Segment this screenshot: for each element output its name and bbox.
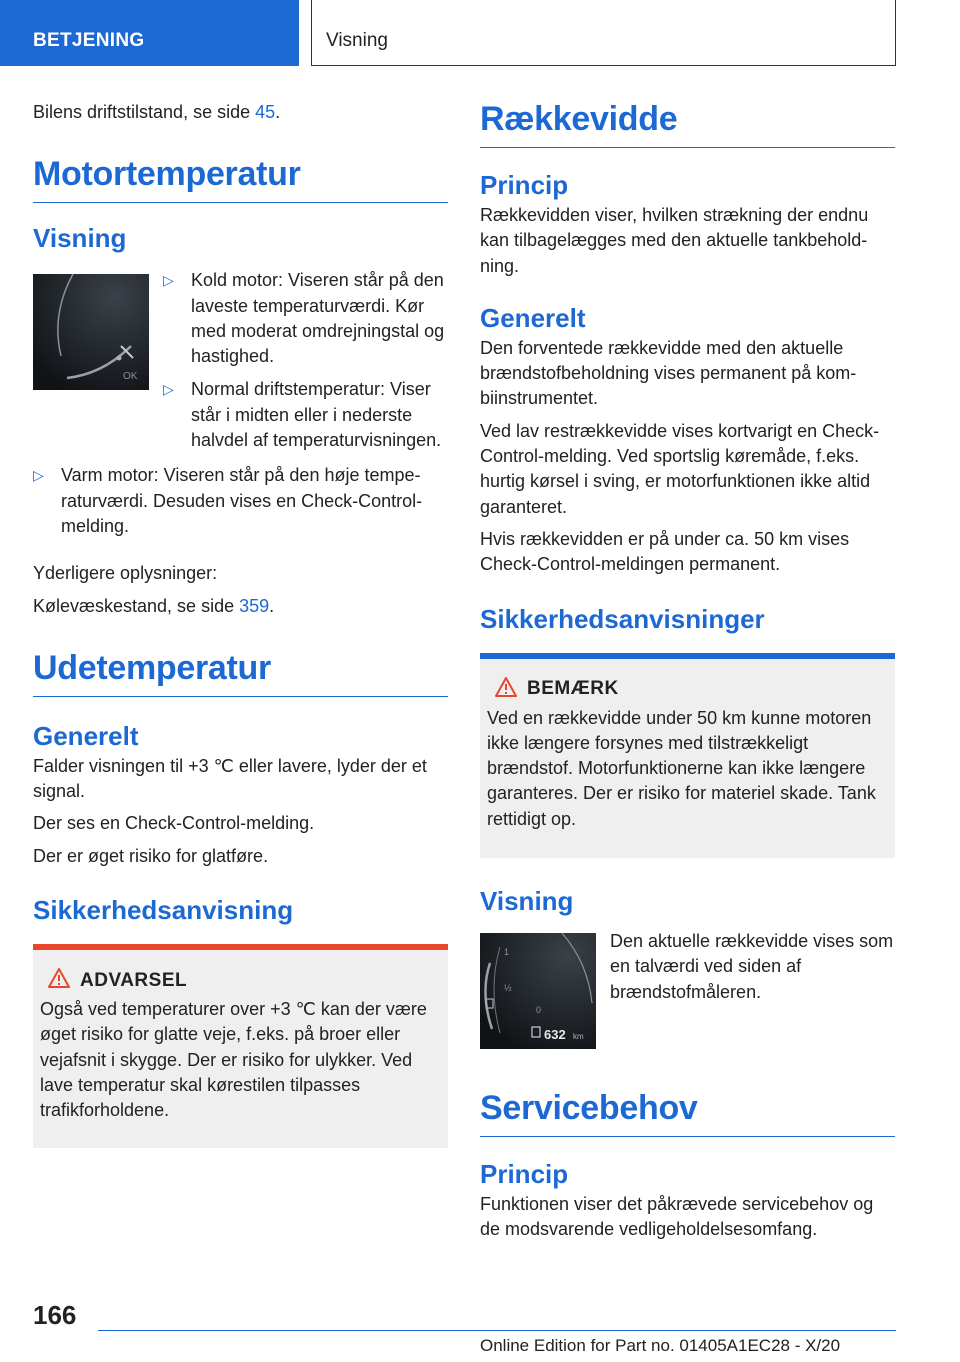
page-number: 166 <box>33 1300 77 1330</box>
range-value: 632 <box>544 1027 566 1043</box>
list-item: ▷ Kold motor: Viseren står på den laveste temperaturværdi. Kør med moderat omdrejningstal og hastighed. <box>163 270 445 367</box>
coolant-reference: Kølevæskestand, se side 359. <box>33 595 275 616</box>
warning-title: ADVARSEL <box>80 969 188 991</box>
motor-bullets-a <box>163 268 448 461</box>
gauge-tick-0: 0 <box>536 1005 542 1016</box>
heading-motortemperatur: Motortemperatur <box>33 155 448 203</box>
footer-divider <box>98 1330 896 1331</box>
motor-display-row <box>33 268 448 461</box>
triangle-bullet-icon: ▷ <box>33 467 44 484</box>
left-column <box>33 100 448 1148</box>
heading-servicebehov: Servicebehov <box>480 1089 895 1137</box>
heading-generelt-ude: Generelt <box>33 720 139 751</box>
intro-paragraph: Bilens driftstilstand, se side 45. <box>33 102 281 122</box>
gauge-tick-half: ½ <box>504 983 512 994</box>
warning-box <box>33 944 448 1147</box>
right-column <box>480 100 895 1250</box>
section-label: BETJENING <box>0 0 299 66</box>
gauge-ok-label: OK <box>123 371 138 383</box>
warning-triangle-icon <box>48 968 70 993</box>
list-item: ▷ Varm motor: Viseren står på den høje temperaturværdi. Desuden vises en Check-Control-melding. <box>33 465 423 536</box>
motor-bullets-b <box>33 463 448 539</box>
page-link-359[interactable]: 359 <box>239 595 270 616</box>
note-text: Ved en rækkevidde under 50 km kunne motoren ikke længere forsynes med tilstrækkeligt brændstof. Motorfunktionerne kan ikke længere garanteres. Der er risiko for materiel skade. Tank rettidigt op. <box>487 707 876 829</box>
ude-paragraph-1: Falder visningen til +3 ℃ eller lavere, lyder der et signal. <box>33 755 427 802</box>
heading-udetemperatur: Udetemperatur <box>33 649 448 697</box>
temperature-gauge-image <box>33 274 149 390</box>
range-princip-text: Rækkevidden viser, hvilken strækning der endnu kan tilbagelægges med den aktuelle tankbeholdning. <box>480 205 869 276</box>
warning-triangle-icon <box>495 677 517 702</box>
range-generelt-1: Den forventede rækkevidde med den aktuelle brændstofbeholdning vises permanent på kombiinstrumentet. <box>480 337 857 409</box>
list-item: ▷ Normal driftstemperatur: Viser står i midten eller i nederste halvdel af temperaturvisningen. <box>163 379 442 451</box>
range-generelt-3: Hvis rækkevidden er på under ca. 50 km vises Check-Control-meldingen permanent. <box>480 528 850 575</box>
heading-sikkerhedsanvisninger: Sikkerhedsanvisninger <box>480 603 765 634</box>
triangle-bullet-icon: ▷ <box>163 272 174 289</box>
more-info-label: Yderligere oplysninger: <box>33 563 218 584</box>
range-gauge-image <box>480 933 596 1049</box>
ude-paragraph-2: Der ses en Check-Control-melding. <box>33 813 315 834</box>
note-title: BEMÆRK <box>527 678 619 700</box>
chapter-label: Visning <box>311 0 896 66</box>
ude-paragraph-3: Der er øget risiko for glatføre. <box>33 845 269 866</box>
triangle-bullet-icon: ▷ <box>163 381 174 398</box>
edition-text: Online Edition for Part no. 01405A1EC28 - X/20 <box>480 1336 841 1355</box>
heading-visning-motor: Visning <box>33 223 127 254</box>
gauge-tick-1: 1 <box>504 947 510 958</box>
range-display-row <box>480 929 895 1049</box>
heading-generelt-range: Generelt <box>480 302 586 333</box>
range-visning-text: Den aktuelle rækkevidde vises som en talværdi ved siden af brændstofmåleren. <box>610 931 894 1002</box>
range-generelt-2: Ved lav restrækkevidde vises kortvarigt en Check-Control-melding. Ved sportslig køremåde, f.eks. hurtig kørsel i sving, er motorfunktionen ikke altid garanteret. <box>480 420 880 517</box>
heading-princip-service: Princip <box>480 1159 569 1190</box>
page-header <box>0 0 960 66</box>
note-box <box>480 653 895 858</box>
heading-visning-range: Visning <box>480 886 574 917</box>
page-link-45[interactable]: 45 <box>255 102 276 122</box>
heading-princip-range: Princip <box>480 170 569 200</box>
service-princip-text: Funktionen viser det påkrævede servicebehov og de modsvarende vedligeholdelsesomfang. <box>480 1194 874 1240</box>
warning-text: Også ved temperaturer over +3 ℃ kan der være øget risiko for glatte veje, f.eks. på broer eller vejafsnit i skygge. Der er risiko for ulykker. Ved lave temperatur skal kørestilen tilpasses trafikforholdene. <box>40 999 427 1121</box>
range-unit: km <box>573 1032 584 1042</box>
heading-raekkevidde: Rækkevidde <box>480 100 895 148</box>
heading-sikkerhedsanvisning: Sikkerhedsanvisning <box>33 895 294 926</box>
